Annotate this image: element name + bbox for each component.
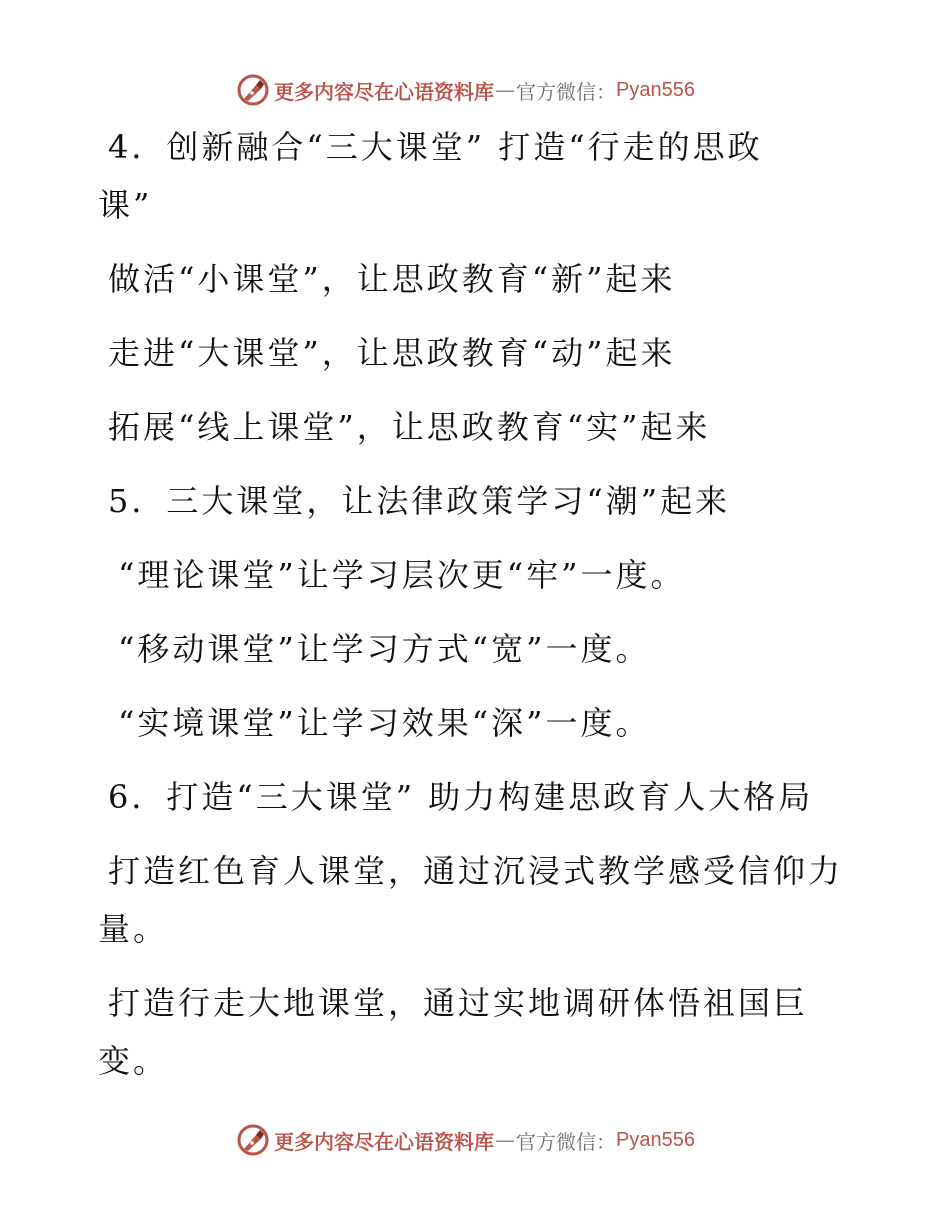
- paragraph-line: “理论课堂”让学习层次更“牢”一度。: [118, 556, 686, 594]
- paragraph-line-continued: 量。: [98, 910, 169, 948]
- heading-6: 6．打造“三大课堂” 助力构建思政育人大格局: [108, 778, 814, 816]
- paragraph-line: “实境课堂”让学习效果“深”一度。: [118, 704, 651, 742]
- paragraph-line: 做活“小课堂”，让思政教育“新”起来: [108, 260, 676, 298]
- paragraph-line-continued: 变。: [98, 1042, 169, 1080]
- footer-banner: [236, 1122, 695, 1158]
- heading-4: 4．创新融合“三大课堂” 打造“行走的思政: [108, 128, 763, 166]
- paragraph-line: 打造红色育人课堂，通过沉浸式教学感受信仰力: [108, 852, 844, 890]
- paragraph-line: “移动课堂”让学习方式“宽”一度。: [118, 630, 651, 668]
- official-wechat-label: 官方微信：: [516, 79, 616, 104]
- banner-dash: —: [495, 1128, 515, 1152]
- paragraph-line: 打造行走大地课堂，通过实地调研体悟祖国巨: [108, 984, 809, 1022]
- wechat-account: Pyan556: [616, 78, 695, 101]
- heading-4-continued: 课”: [98, 186, 153, 224]
- brand-text: 更多内容尽在心语资料库: [274, 79, 494, 104]
- brand-text: 更多内容尽在心语资料库: [274, 1129, 494, 1154]
- header-banner: [236, 72, 695, 108]
- paragraph-line: 走进“大课堂”，让思政教育“动”起来: [108, 334, 676, 372]
- heading-5: 5．三大课堂，让法律政策学习“潮”起来: [108, 482, 731, 520]
- pen-nib-logo-icon: [236, 73, 270, 107]
- paragraph-line: 拓展“线上课堂”，让思政教育“实”起来: [108, 408, 711, 446]
- banner-dash: —: [495, 78, 515, 102]
- pen-nib-logo-icon: [236, 1123, 270, 1157]
- official-wechat-label: 官方微信：: [516, 1129, 616, 1154]
- wechat-account: Pyan556: [616, 1128, 695, 1151]
